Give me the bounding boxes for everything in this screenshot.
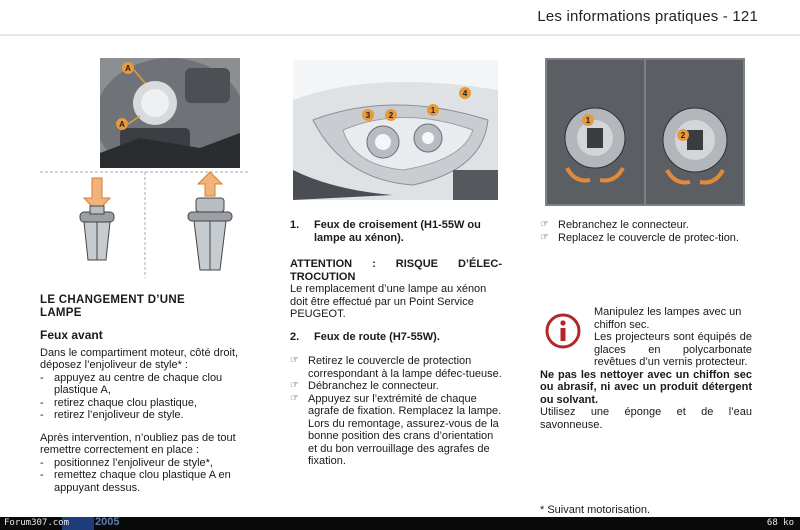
pointing-hand-icon: ☞ [290, 380, 299, 391]
footer-bar [0, 517, 800, 530]
info-line-3: Utilisez une éponge et de l’eau savonneuse. [540, 406, 752, 431]
section-title-line1: LE CHANGEMENT D’UNE [40, 294, 185, 306]
lamp-connector-photo [545, 58, 745, 206]
list-item: - remettez chaque clou plastique A en appuyant dessus. [40, 469, 231, 494]
page-header-title: Les informations pratiques - 121 [537, 8, 758, 25]
warning-text: Le remplacement d’une lampe au xénon doit être effectué par un Point Service PEUGEOT. [290, 283, 487, 320]
header-divider [0, 34, 800, 36]
pointing-hand-icon: ☞ [540, 231, 549, 243]
footer-filesize: 68 ko [766, 518, 794, 528]
svg-text:1: 1 [585, 116, 591, 125]
svg-text:2: 2 [388, 111, 394, 120]
after-paragraph: Après intervention, n’oubliez pas de tout remettre correctement en place : [40, 431, 236, 456]
item-2: 2. Feux de route (H7-55W). [290, 330, 440, 343]
list-item: - retirez l’enjoliveur de style. [40, 409, 184, 421]
pointing-hand-icon: ☞ [540, 219, 549, 230]
list-item: ☞ Appuyez sur l’extrémité de chaque agrafe de fixation. Remplacez la lampe. [290, 392, 502, 417]
warning-title: ATTENTION : RISQUE D’ÉLEC-TROCUTION [290, 258, 502, 283]
info-line-2: Les projecteurs sont équipés de glaces en polycarbonate revêtues d’un vernis protecteur. [594, 331, 752, 368]
headlamp-photo [293, 60, 498, 200]
intro-paragraph: Dans le compartiment moteur, côté droit, déposez l’enjoliveur de style* : [40, 346, 239, 371]
subtitle-feux-avant: Feux avant [40, 328, 103, 342]
section-title-line2: LAMPE [40, 306, 82, 319]
svg-text:A: A [119, 120, 125, 129]
list-item: ☞ Replacez le couvercle de protec-tion. [540, 231, 739, 244]
footer-site: Forum307.com [4, 518, 70, 528]
list-item: - appuyez au centre de chaque clou plastique A, [40, 371, 223, 396]
engine-compartment-photo [100, 58, 240, 168]
right-text-column [540, 219, 752, 244]
svg-text:4: 4 [462, 89, 468, 98]
pointing-hand-icon: ☞ [290, 392, 299, 404]
list-item: ☞ Retirez le couvercle de protection correspondant à la lampe défec-tueuse. [290, 355, 502, 380]
plastic-clip-diagram [40, 170, 250, 280]
list-item: - positionnez l’enjoliveur de style*, [40, 456, 213, 469]
footer-year: 2005 [95, 516, 120, 528]
info-warning-bold: Ne pas les nettoyer avec un chiffon sec ou abrasif, ni avec un produit détergent ou solvant. [540, 368, 752, 406]
footnote: * Suivant motorisation. [540, 504, 651, 516]
reassembly-note: Lors du remontage, assurez-vous de la bonne position des crans d’orientation et du bon verrouillage des agrafes de fixation. [308, 417, 499, 467]
list-item: - retirez chaque clou plastique, [40, 396, 198, 409]
svg-text:3: 3 [365, 111, 371, 120]
svg-text:2: 2 [680, 131, 686, 140]
item-1: 1. Feux de croisement (H1-55W ou lampe au xénon). [290, 219, 481, 244]
list-item: ☞ Débranchez le connecteur. [290, 380, 439, 392]
list-item: ☞ Rebranchez le connecteur. [540, 219, 689, 231]
info-line-1: Manipulez les lampes avec un chiffon sec. [594, 306, 742, 331]
svg-text:A: A [125, 64, 131, 73]
left-text-column [40, 294, 255, 494]
pointing-hand-icon: ☞ [290, 355, 299, 366]
svg-text:1: 1 [430, 106, 436, 115]
info-box-text [540, 306, 752, 431]
middle-text-column [290, 219, 502, 468]
